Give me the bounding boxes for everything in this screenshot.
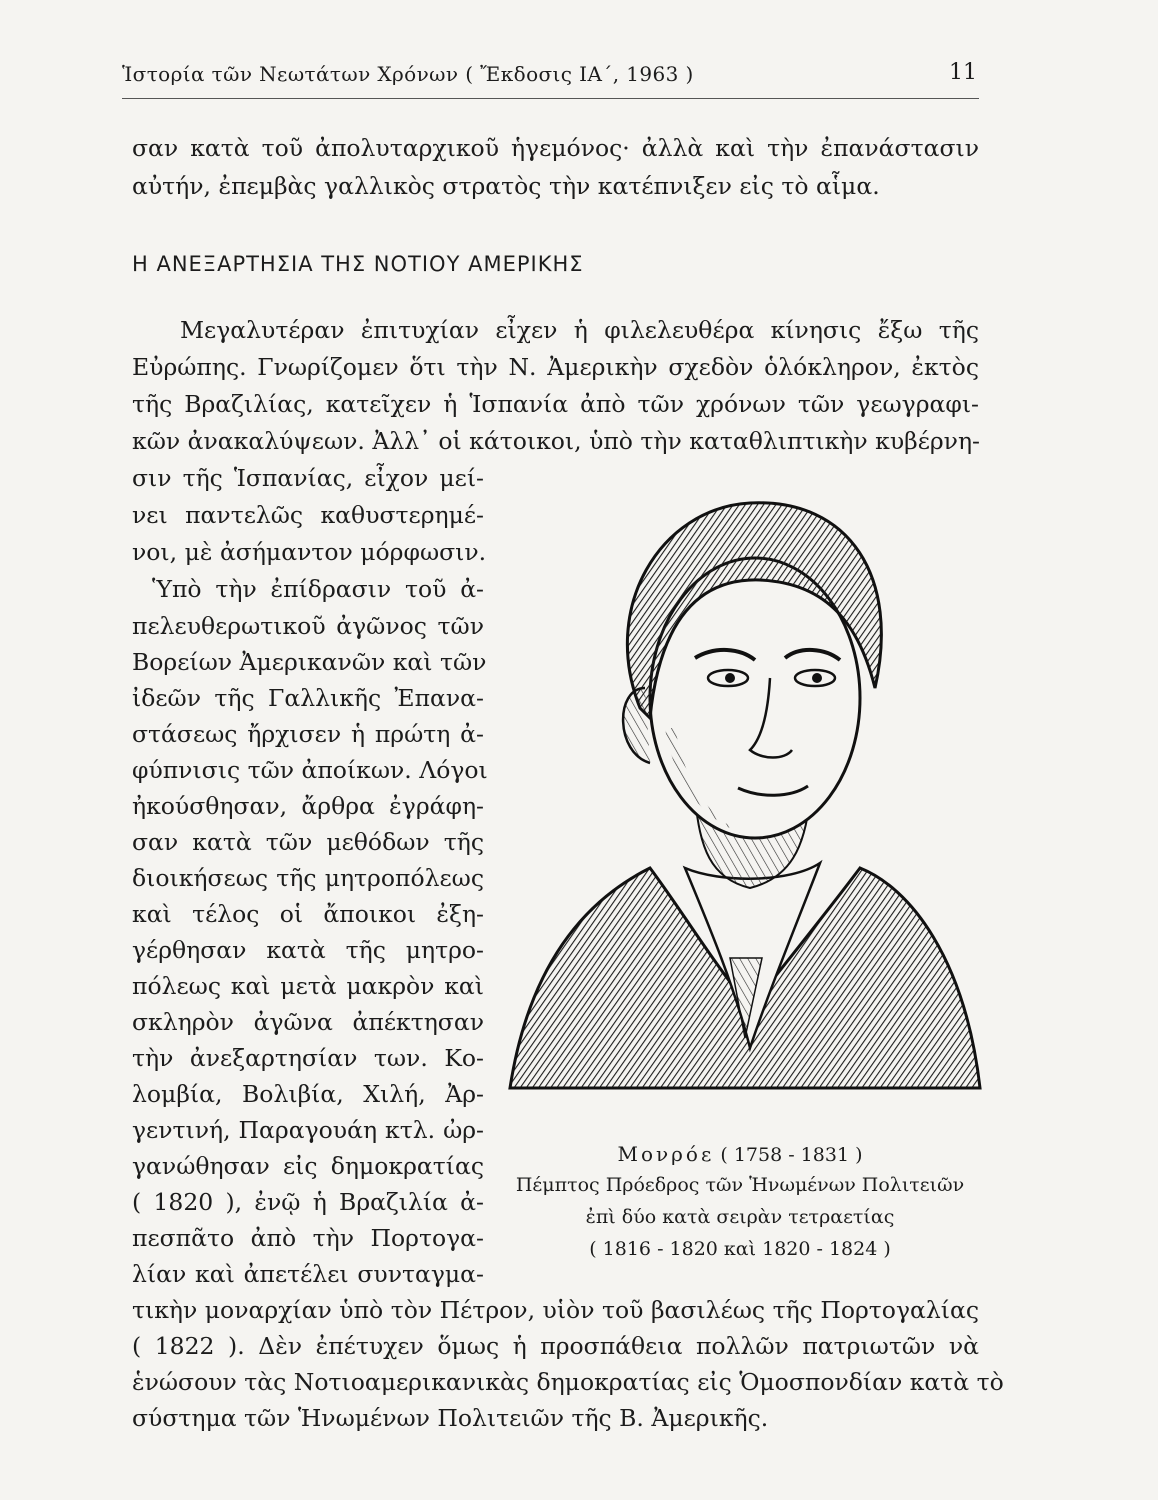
text-line: Ὑπὸ τὴν ἐπίδρασιν τοῦ ἀ- bbox=[152, 575, 484, 603]
text-line: νει παντελῶς καθυστερημέ- bbox=[132, 501, 484, 529]
text-line: λομβία, Βολιβία, Χιλή, Ἀρ- bbox=[132, 1080, 484, 1108]
text-line: γεντινή, Παραγουάη κτλ. ὠρ- bbox=[132, 1116, 484, 1144]
text-line: λίαν καὶ ἀπετέλει συνταγμα- bbox=[132, 1260, 484, 1288]
text-line: σαν κατὰ τῶν μεθόδων τῆς bbox=[132, 828, 484, 856]
text-line: τῆς Βραζιλίας, κατεῖχεν ἡ Ἱσπανία ἀπὸ τῶν χρόνων τῶν γεωγραφι- bbox=[132, 390, 979, 418]
text-line: Εὐρώπης. Γνωρίζομεν ὅτι τὴν Ν. Ἀμερικὴν σχεδὸν ὁλόκληρον, ἐκτὸς bbox=[132, 353, 979, 381]
text-line: κῶν ἀνακαλύψεων. Ἀλλ᾽ οἱ κάτοικοι, ὑπὸ τὴν καταθλιπτικὴν κυβέρνη- bbox=[132, 427, 980, 455]
text-line: σιν τῆς Ἱσπανίας, εἶχον μεί- bbox=[132, 464, 484, 492]
caption-dates: ( 1758 - 1831 ) bbox=[720, 1144, 863, 1166]
section-heading: Η ΑΝΕΞΑΡΤΗΣΙΑ ΤΗΣ ΝΟΤΙΟΥ ΑΜΕΡΙΚΗΣ bbox=[132, 252, 584, 276]
text-line: Βορείων Ἀμερικανῶν καὶ τῶν bbox=[132, 648, 487, 676]
text-line: ( 1822 ). Δὲν ἐπέτυχεν ὅμως ἡ προσπάθεια πολλῶν πατριωτῶν νὰ bbox=[132, 1332, 979, 1360]
text-line: ἰδεῶν τῆς Γαλλικῆς Ἐπανα- bbox=[132, 684, 484, 712]
caption-line: ἐπὶ δύο κατὰ σειρὰν τετραετίας bbox=[585, 1206, 895, 1228]
portrait-engraving bbox=[500, 488, 984, 1128]
text-line: καὶ τέλος οἱ ἄποικοι ἐξη- bbox=[132, 900, 484, 928]
caption-name: Μονρόε bbox=[617, 1142, 715, 1166]
caption-title bbox=[490, 1142, 990, 1166]
text-line: πόλεως καὶ μετὰ μακρὸν καὶ bbox=[132, 972, 484, 1000]
text-line: ( 1820 ), ἐνῷ ἡ Βραζιλία ἀ- bbox=[132, 1188, 484, 1216]
text-line: σκληρὸν ἀγῶνα ἀπέκτησαν bbox=[132, 1008, 484, 1036]
text-line: τικὴν μοναρχίαν ὑπὸ τὸν Πέτρον, υἱὸν τοῦ βασιλέως τῆς Πορτογαλίας bbox=[132, 1296, 979, 1324]
text-line: ἠκούσθησαν, ἄρθρα ἐγράφη- bbox=[132, 792, 484, 820]
text-line: γέρθησαν κατὰ τῆς μητρο- bbox=[132, 936, 484, 964]
text-line: διοικήσεως τῆς μητροπόλεως bbox=[132, 864, 484, 892]
text-line: ἑνώσουν τὰς Νοτιοαμερικανικὰς δημοκρατίας εἰς Ὁμοσπονδίαν κατὰ τὸ bbox=[132, 1368, 1004, 1396]
caption-line: Πέμπτος Πρόεδρος τῶν Ἡνωμένων Πολιτειῶν bbox=[515, 1174, 965, 1196]
text-line: πεσπᾶτο ἀπὸ τὴν Πορτογα- bbox=[132, 1224, 484, 1252]
caption-line: ( 1816 - 1820 καὶ 1820 - 1824 ) bbox=[589, 1238, 891, 1260]
text-line: αὐτήν, ἐπεμβὰς γαλλικὸς στρατὸς τὴν κατέπνιξεν εἰς τὸ αἷμα. bbox=[132, 172, 880, 200]
running-header bbox=[122, 60, 979, 99]
text-line: γανώθησαν εἰς δημοκρατίας bbox=[132, 1152, 484, 1180]
text-line: σαν κατὰ τοῦ ἀπολυταρχικοῦ ἡγεμόνος· ἀλλὰ καὶ τὴν ἐπανάστασιν bbox=[132, 134, 979, 162]
text-line: φύπνισις τῶν ἀποίκων. Λόγοι bbox=[132, 756, 488, 784]
header-title: Ἱστορία τῶν Νεωτάτων Χρόνων ( Ἔκδοσις ΙΑ΄, 1963 ) bbox=[122, 62, 694, 86]
text-line: Μεγαλυτέραν ἐπιτυχίαν εἶχεν ἡ φιλελευθέρα κίνησις ἔξω τῆς bbox=[180, 316, 979, 344]
text-line: πελευθερωτικοῦ ἀγῶνος τῶν bbox=[132, 612, 484, 640]
text-line: σύστημα τῶν Ἡνωμένων Πολιτειῶν τῆς Β. Ἀμερικῆς. bbox=[132, 1404, 769, 1432]
page-number: 11 bbox=[949, 60, 977, 85]
text-line: νοι, μὲ ἀσήμαντον μόρφωσιν. bbox=[132, 538, 487, 566]
text-line: τὴν ἀνεξαρτησίαν των. Κο- bbox=[132, 1044, 484, 1072]
text-line: στάσεως ἤρχισεν ἡ πρώτη ἀ- bbox=[132, 720, 484, 748]
